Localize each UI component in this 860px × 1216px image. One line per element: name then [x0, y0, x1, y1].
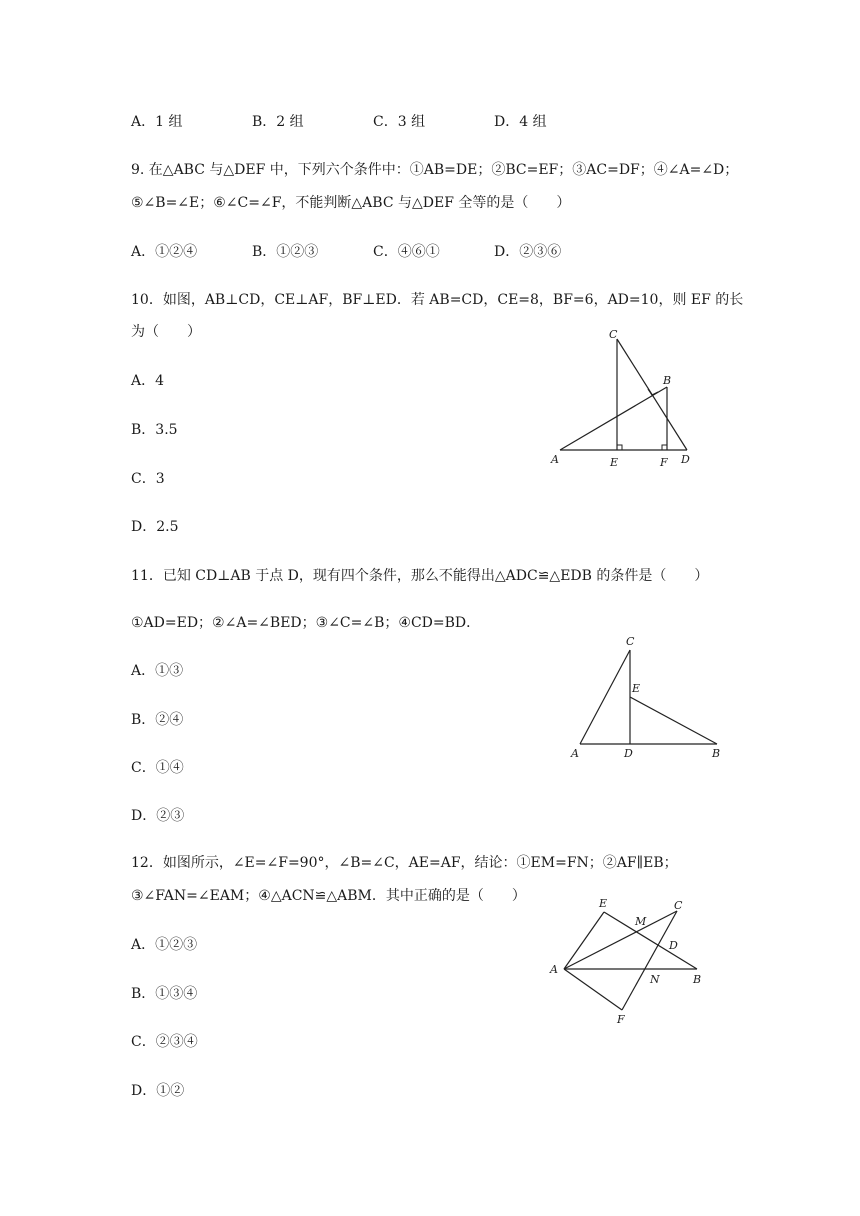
q10-stem-line1: 10．如图，AB⊥CD，CE⊥AF，BF⊥ED．若 AB=CD，CE=8，BF=6，AD=10，则 EF 的长: [131, 292, 744, 308]
q10-right-angle-f: [662, 445, 667, 450]
q11-stem-line2: ①AD=ED；②∠A=∠BED；③∠C=∠B；④CD=BD．: [131, 615, 481, 631]
q12-label-a: A: [550, 963, 558, 976]
q11-option-d: D．②③: [131, 808, 185, 824]
q8-option-c: C．3 组: [373, 114, 426, 130]
q8-option-d: D．4 组: [494, 114, 547, 130]
q10-label-a: A: [551, 453, 559, 466]
q10-stem-line2: 为（ ）: [131, 324, 201, 340]
q10-option-a: A．4: [131, 373, 165, 389]
q11-label-e: E: [632, 682, 641, 695]
q12-label-f: F: [617, 1013, 625, 1026]
q10-option-b: B．3.5: [131, 422, 178, 438]
q11-segment-ac: [580, 650, 630, 744]
q12-segment-af: [564, 969, 622, 1010]
q12-option-d: D．①②: [131, 1083, 185, 1099]
q12-segment-fc: [622, 911, 677, 1010]
q12-label-m: M: [635, 915, 647, 928]
q9-option-c: C．④⑥①: [373, 244, 440, 260]
q9-stem-line2: ⑤∠B=∠E；⑥∠C=∠F，不能判断△ABC 与△DEF 全等的是（ ）: [131, 195, 571, 211]
q11-label-a: A: [571, 747, 579, 760]
q12-label-n: N: [650, 973, 660, 986]
q12-segment-eb: [604, 912, 697, 969]
q9-option-a: A．①②④: [131, 244, 198, 260]
q9-option-b: B．①②③: [252, 244, 319, 260]
q11-option-a: A．①③: [131, 663, 184, 679]
q12-label-e: E: [599, 897, 608, 910]
q12-stem-line2: ③∠FAN=∠EAM；④△ACN≌△ABM．其中正确的是（ ）: [131, 888, 526, 904]
q11-segment-eb: [630, 697, 717, 744]
q12-segment-ae: [564, 912, 604, 969]
q11-figure: [560, 630, 730, 765]
q10-label-e: E: [610, 456, 619, 469]
q12-option-a: A．①②③: [131, 937, 198, 953]
q12-stem-line1: 12．如图所示，∠E=∠F=90°，∠B=∠C，AE=AF，结论：①EM=FN；②AF∥EB；: [131, 855, 678, 871]
q12-label-d: D: [669, 939, 678, 952]
q11-label-c: C: [626, 635, 635, 648]
q10-label-d: D: [681, 453, 690, 466]
q11-label-b: B: [712, 747, 721, 760]
q12-segment-ac: [564, 911, 677, 969]
q11-stem-line1: 11．已知 CD⊥AB 于点 D，现有四个条件，那么不能得出△ADC≌△EDB 的条件是（ ）: [131, 568, 709, 584]
q12-option-c: C．②③④: [131, 1034, 198, 1050]
q10-option-c: C．3: [131, 471, 165, 487]
q11-label-d: D: [624, 747, 633, 760]
q8-option-a: A．1 组: [131, 114, 183, 130]
q8-option-b: B．2 组: [252, 114, 304, 130]
q12-figure: [540, 890, 720, 1025]
q12-label-b: B: [693, 973, 702, 986]
q9-stem-line1: 9. 在△ABC 与△DEF 中，下列六个条件中：①AB=DE；②BC=EF；③AC=DF；④∠A=∠D；: [131, 162, 739, 178]
q10-right-angle-e: [617, 445, 622, 450]
q10-figure: [540, 325, 710, 475]
q10-option-d: D．2.5: [131, 519, 179, 535]
q11-option-c: C．①④: [131, 760, 184, 776]
q10-segment-ab: [560, 387, 667, 450]
q11-option-b: B．②④: [131, 712, 184, 728]
q12-option-b: B．①③④: [131, 986, 198, 1002]
q10-label-f: F: [660, 456, 668, 469]
q12-label-c: C: [674, 899, 683, 912]
q9-option-d: D．②③⑥: [494, 244, 562, 260]
q10-label-b: B: [663, 374, 672, 387]
q10-label-c: C: [609, 328, 618, 341]
